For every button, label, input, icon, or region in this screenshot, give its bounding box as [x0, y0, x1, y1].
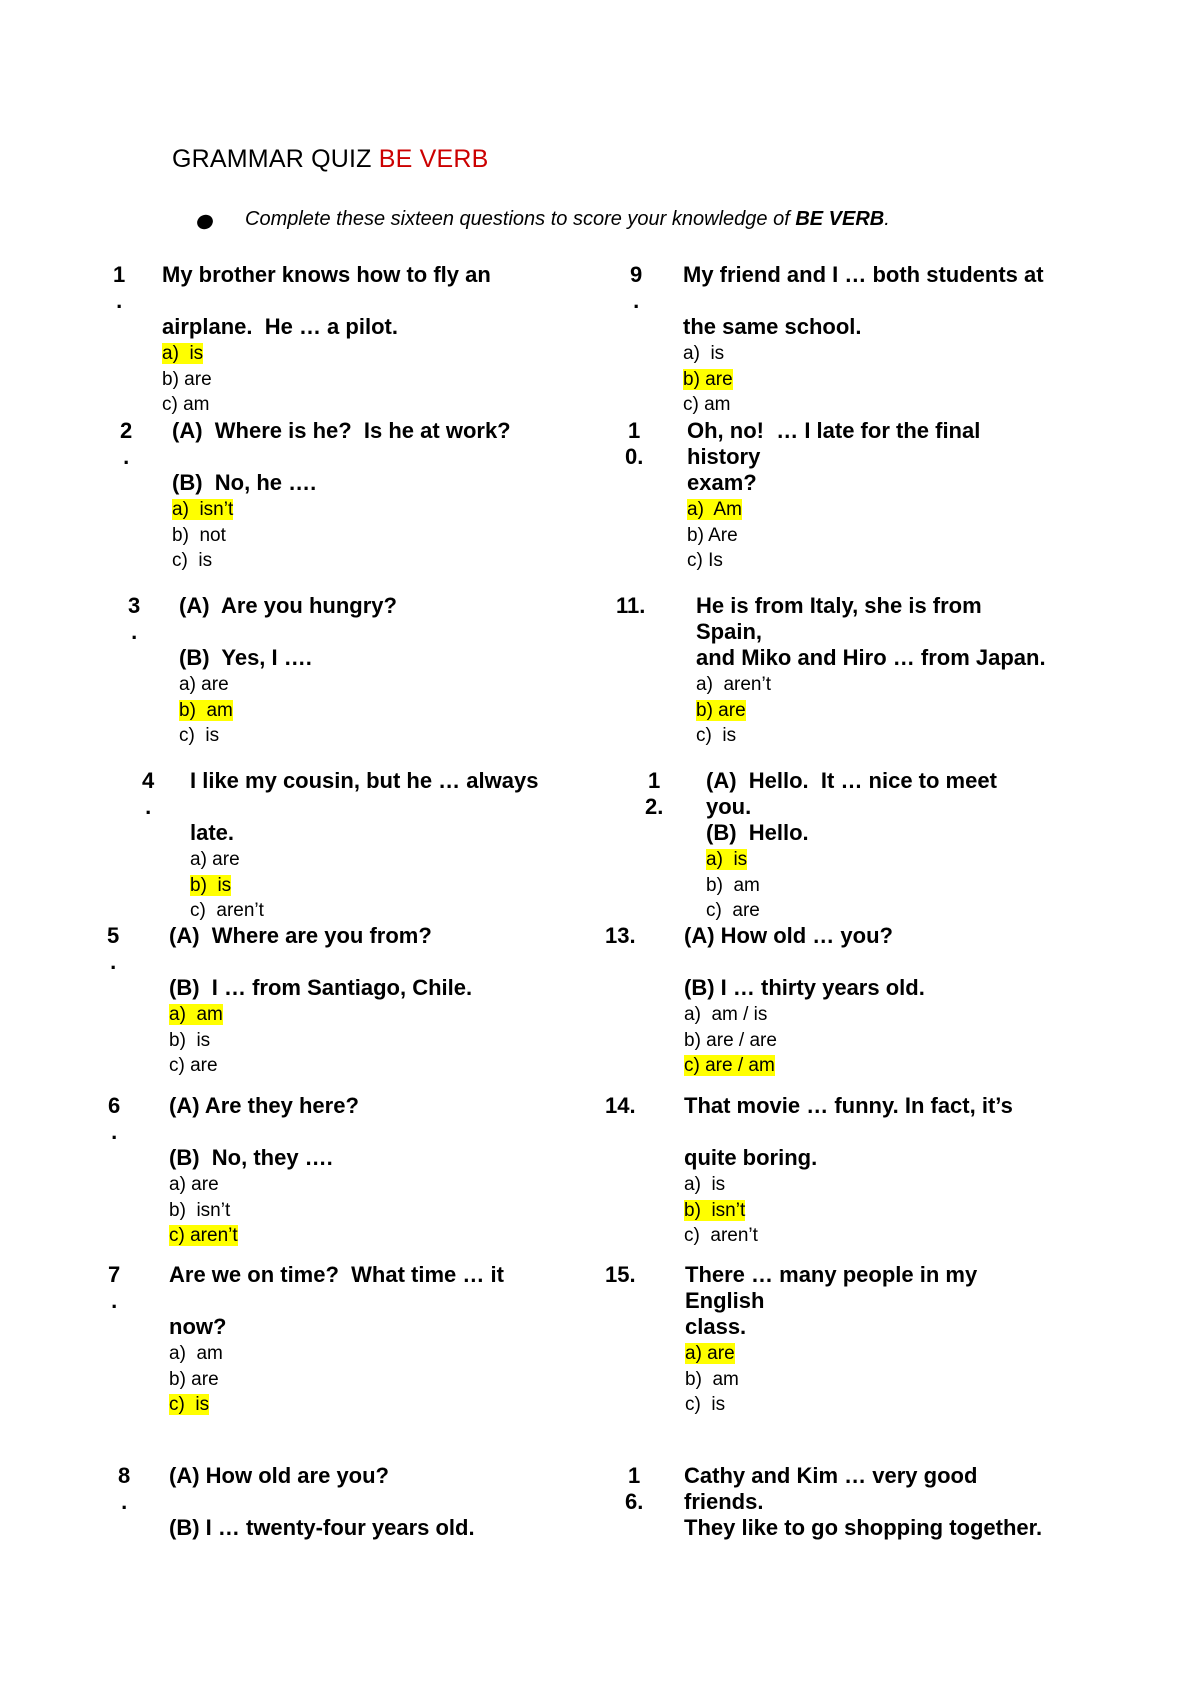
answer-option-correct: a) is: [706, 849, 748, 870]
answer-options: [684, 1002, 777, 1079]
answer-option: c) are: [706, 900, 760, 921]
answer-options: [169, 1002, 223, 1079]
answer-option: c) is: [179, 725, 220, 746]
answer-option: b) are / are: [684, 1029, 777, 1051]
answer-option: a) is: [684, 1174, 726, 1195]
answer-options: [685, 1341, 739, 1418]
answer-option: c) Is: [687, 550, 723, 571]
question-stem: (A) Where are you from? (B) I … from Santiago, Chile.: [169, 923, 473, 1000]
answer-options: [683, 341, 733, 418]
answer-option-correct: c) are / am: [684, 1055, 775, 1076]
question-stem: (A) Hello. It … nice to meet you. (B) Hello.: [706, 768, 997, 845]
answer-option: c) aren’t: [190, 900, 264, 921]
answer-option: a) are: [169, 1174, 219, 1195]
question-stem: (A) Are you hungry? (B) Yes, I ….: [179, 593, 397, 670]
answer-option: b) are: [169, 1368, 219, 1390]
question-stem: My friend and I … both students at the same school.: [683, 262, 1044, 339]
question-number: 4 .: [142, 768, 155, 819]
answer-option: b) is: [169, 1029, 211, 1051]
answer-options: [190, 847, 264, 924]
answer-option: c) am: [683, 394, 731, 415]
answer-option-correct: a) am: [169, 1004, 223, 1025]
question-stem: There … many people in my English class.: [685, 1262, 978, 1339]
answer-options: [169, 1341, 223, 1418]
answer-option: c) aren’t: [684, 1225, 758, 1246]
answer-option-correct: c) aren’t: [169, 1225, 238, 1246]
question-stem: Cathy and Kim … very good friends. They like to go shopping together.: [684, 1463, 1043, 1540]
question-stem: My brother knows how to fly an airplane. He … a pilot.: [162, 262, 491, 339]
answer-option-correct: b) is: [190, 874, 232, 896]
question-stem: (A) Are they here? (B) No, they ….: [169, 1093, 359, 1170]
title-highlight: BE VERB: [378, 145, 489, 173]
question-stem: He is from Italy, she is from Spain, and Miko and Hiro … from Japan.: [696, 593, 1046, 670]
answer-option: c) am: [162, 394, 210, 415]
answer-options: [162, 341, 212, 418]
answer-option: b) not: [172, 524, 226, 546]
question-stem: (A) Where is he? Is he at work? (B) No, he ….: [172, 418, 511, 495]
question-stem: Oh, no! … I late for the final history exam?: [687, 418, 981, 495]
answer-option: a) is: [683, 343, 725, 364]
question-stem: That movie … funny. In fact, it’s quite boring.: [684, 1093, 1013, 1170]
answer-option: a) are: [179, 674, 229, 695]
answer-option: a) aren’t: [696, 674, 771, 695]
answer-option: b) Are: [687, 524, 738, 546]
answer-option: b) am: [706, 874, 760, 896]
question-number: 15.: [605, 1262, 636, 1287]
question-number: 6 .: [108, 1093, 121, 1144]
answer-option: b) am: [685, 1368, 739, 1390]
answer-option: c) is: [685, 1394, 726, 1415]
answer-option: c) are: [169, 1055, 218, 1076]
question-number: 1 2.: [645, 768, 664, 819]
answer-option: a) am: [169, 1343, 223, 1364]
answer-options: [687, 497, 742, 574]
question-number: 5 .: [107, 923, 120, 974]
question-number: 9 .: [630, 262, 643, 313]
question-stem: (A) How old are you? (B) I … twenty-four years old.: [169, 1463, 475, 1540]
question-number: 11.: [616, 593, 646, 618]
answer-option: b) are: [162, 368, 212, 390]
answer-options: [696, 672, 771, 749]
answer-options: [706, 847, 760, 924]
answer-option-correct: b) isn’t: [684, 1199, 746, 1221]
question-number: 3 .: [128, 593, 141, 644]
question-number: 2 .: [120, 418, 133, 469]
answer-option-correct: b) are: [696, 699, 746, 721]
answer-option: a) am / is: [684, 1004, 768, 1025]
answer-option: a) are: [190, 849, 240, 870]
answer-option: c) is: [172, 550, 213, 571]
question-number: 8 .: [118, 1463, 131, 1514]
answer-option-correct: a) are: [685, 1343, 735, 1364]
question-number: 14.: [605, 1093, 636, 1118]
answer-option-correct: c) is: [169, 1394, 210, 1415]
question-number: 1 .: [113, 262, 126, 313]
question-number: 1 6.: [625, 1463, 644, 1514]
question-stem: Are we on time? What time … it now?: [169, 1262, 504, 1339]
question-number: 13.: [605, 923, 636, 948]
answer-option: b) isn’t: [169, 1199, 231, 1221]
instruction-text: Complete these sixteen questions to score your knowledge of BE VERB.: [245, 208, 890, 230]
answer-option-correct: a) is: [162, 343, 204, 364]
answer-options: [179, 672, 233, 749]
question-number: 1 0.: [625, 418, 644, 469]
title-prefix: GRAMMAR QUIZ: [172, 145, 379, 173]
question-stem: (A) How old … you? (B) I … thirty years old.: [684, 923, 925, 1000]
bullet-icon: [195, 212, 216, 231]
page-title: [172, 145, 489, 174]
answer-option: c) is: [696, 725, 737, 746]
answer-options: [169, 1172, 238, 1249]
answer-options: [172, 497, 233, 574]
answer-option-correct: b) am: [179, 699, 233, 721]
answer-option-correct: a) Am: [687, 499, 742, 520]
answer-option-correct: b) are: [683, 368, 733, 390]
question-stem: I like my cousin, but he … always late.: [190, 768, 539, 845]
question-number: 7 .: [108, 1262, 121, 1313]
answer-option-correct: a) isn’t: [172, 499, 234, 520]
answer-options: [684, 1172, 758, 1249]
